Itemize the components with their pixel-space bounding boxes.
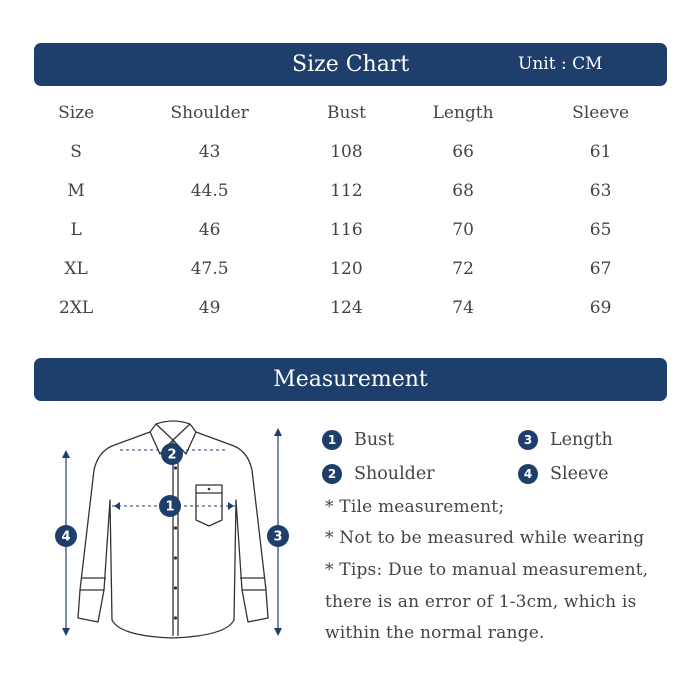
number-badge: 4	[518, 464, 538, 484]
unit-label: Unit : CM	[518, 54, 603, 74]
legend-bust	[322, 430, 394, 450]
cell-bust: 116	[330, 219, 363, 240]
cell-sleeve: 63	[589, 180, 612, 201]
cell-bust: 112	[330, 180, 363, 201]
marker-2	[161, 443, 183, 465]
cell-size: S	[70, 141, 82, 162]
cell-sleeve: 65	[589, 219, 612, 240]
cell-length: 72	[452, 258, 474, 279]
table-row	[34, 210, 667, 249]
svg-text:4: 4	[61, 529, 71, 545]
cell-length: 74	[452, 297, 474, 318]
note-line: * Tile measurement;	[325, 497, 505, 517]
table-row	[34, 249, 667, 288]
note-line: there is an error of 1-3cm, which is	[325, 592, 637, 612]
cell-bust: 120	[330, 258, 363, 279]
marker-1	[159, 495, 181, 517]
size-chart-title: Size Chart	[292, 52, 410, 77]
header-shoulder: Shoulder	[170, 102, 249, 123]
legend-label: Shoulder	[354, 464, 435, 484]
cell-length: 70	[452, 219, 474, 240]
table-row	[34, 132, 667, 171]
number-badge: 2	[322, 464, 342, 484]
header-sleeve: Sleeve	[572, 102, 630, 123]
legend-label: Bust	[354, 430, 395, 450]
marker-3	[267, 525, 289, 547]
cell-size: M	[67, 180, 85, 201]
cell-sleeve: 69	[589, 297, 612, 318]
size-chart-banner	[34, 43, 667, 86]
cell-size: XL	[64, 258, 88, 279]
cell-length: 68	[452, 180, 474, 201]
measurement-title: Measurement	[273, 367, 428, 392]
cell-bust: 124	[330, 297, 363, 318]
cell-shoulder: 43	[198, 141, 221, 162]
note-line: * Not to be measured while wearing	[325, 528, 645, 548]
cell-sleeve: 67	[589, 258, 612, 279]
legend-shoulder	[322, 464, 435, 484]
legend-label: Sleeve	[550, 464, 609, 484]
note-line: within the normal range.	[325, 623, 545, 643]
cell-shoulder: 46	[198, 219, 221, 240]
table-header-row	[34, 93, 667, 132]
note-line: * Tips: Due to manual measurement,	[325, 560, 649, 580]
table-row	[34, 288, 667, 327]
header-bust: Bust	[326, 102, 366, 123]
cell-shoulder: 49	[198, 297, 221, 318]
shirt-diagram	[40, 410, 310, 645]
header-length: Length	[432, 102, 494, 123]
svg-text:1: 1	[165, 499, 175, 515]
cell-bust: 108	[330, 141, 363, 162]
cell-length: 66	[452, 141, 474, 162]
cell-size: 2XL	[59, 297, 94, 318]
svg-text:3: 3	[273, 529, 283, 545]
measurement-banner	[34, 358, 667, 401]
marker-4	[55, 525, 77, 547]
cell-sleeve: 61	[589, 141, 612, 162]
number-badge: 1	[322, 430, 342, 450]
number-badge: 3	[518, 430, 538, 450]
svg-text:2: 2	[167, 447, 177, 463]
cell-shoulder: 47.5	[190, 258, 229, 279]
cell-shoulder: 44.5	[190, 180, 229, 201]
header-size: Size	[58, 102, 95, 123]
legend-label: Length	[550, 430, 613, 450]
cell-size: L	[70, 219, 82, 240]
table-row	[34, 171, 667, 210]
size-table	[34, 93, 667, 327]
legend-length	[518, 430, 613, 450]
legend-sleeve	[518, 464, 609, 484]
